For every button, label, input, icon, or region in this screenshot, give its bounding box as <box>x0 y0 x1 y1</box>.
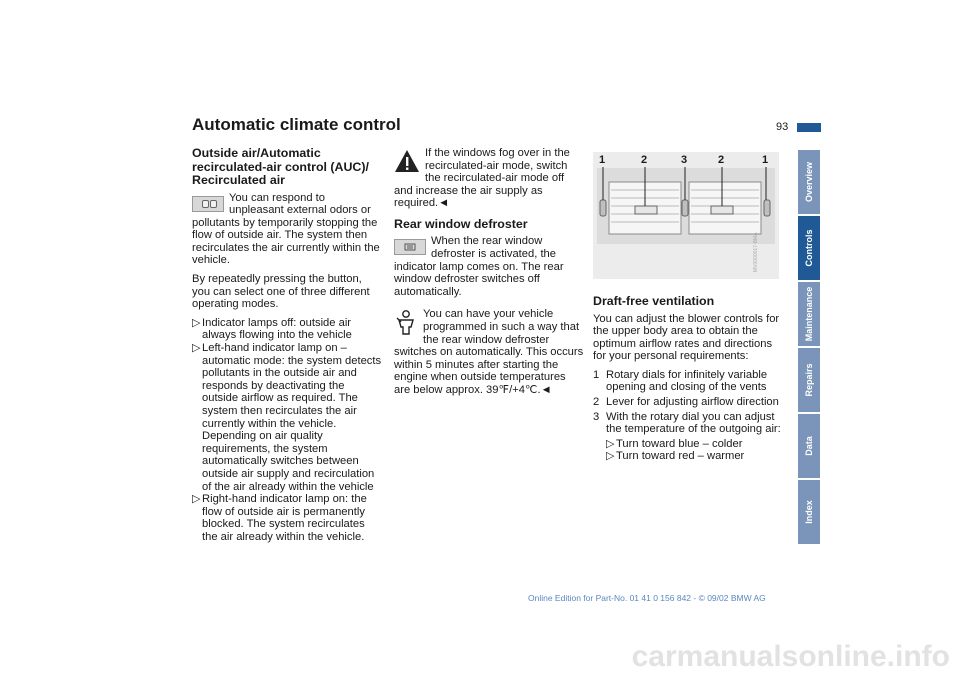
page-number: 93 <box>776 121 789 133</box>
bullet-icon: ▷ <box>606 450 615 463</box>
warning-note: If the windows fog over in the recirculated-air mode, switch the recirculated-air mode off and increase the air supply as required.◄ <box>394 147 570 210</box>
column-2 <box>394 147 584 403</box>
tab-maintenance[interactable]: Maintenance <box>798 282 820 346</box>
page-marker <box>797 123 821 132</box>
bullet-icon: ▷ <box>192 316 201 329</box>
warning-icon <box>394 148 420 174</box>
service-technician-icon <box>394 309 418 335</box>
tab-controls[interactable]: Controls <box>798 216 820 280</box>
numbered-item: 2 Lever for adjusting airflow direction <box>593 396 779 409</box>
figure-label: 1 <box>762 154 769 166</box>
rear-defroster-button-icon <box>394 239 426 255</box>
column-3 <box>593 295 785 463</box>
bullet-icon: ▷ <box>192 493 201 506</box>
bullet-icon: ▷ <box>606 437 615 450</box>
tab-index[interactable]: Index <box>798 480 820 544</box>
numbered-item: 3 With the rotary dial you can adjust the temperature of the outgoing air: <box>593 410 781 436</box>
column-1 <box>192 147 382 544</box>
section-heading-ventilation: Draft-free ventilation <box>593 294 715 308</box>
figure-label: 3 <box>681 154 688 166</box>
section-heading-defroster: Rear window defroster <box>394 216 528 231</box>
list-item: ▷ Right-hand indicator lamp on: the flow of outside air is permanently blocked. The system recirculates the air already within the vehicle. <box>192 493 367 543</box>
paragraph: You can respond to unpleasant external odors or pollutants by temporarily stopping the flow of outside air. The system then recirculates the air currently within the vehicle. <box>192 191 380 267</box>
figure-code: MV0000017-BMA <box>753 232 759 272</box>
vent-diagram <box>593 152 779 279</box>
paragraph: You can adjust the blower controls for the upper body area to obtain the optimum airflow rates and directions for your personal requirements: <box>593 312 780 363</box>
footer-note: Online Edition for Part-No. 01 41 0 156 842 - © 09/02 BMW AG <box>528 593 766 603</box>
sub-item: ▷ Turn toward red – warmer <box>606 450 745 463</box>
list-item: ▷ Indicator lamps off: outside air always flowing into the vehicle <box>192 316 352 342</box>
bullet-icon: ▷ <box>192 342 201 355</box>
page-title: Automatic climate control <box>192 115 401 134</box>
sub-item: ▷ Turn toward blue – colder <box>606 437 743 450</box>
recirculation-button-icon <box>192 196 224 212</box>
numbered-item: 1 Rotary dials for infinitely variable opening and closing of the vents <box>593 368 768 394</box>
paragraph: By repeatedly pressing the button, you can select one of three different operating modes. <box>192 273 370 311</box>
watermark: carmanualsonline.info <box>0 640 960 678</box>
figure-label: 2 <box>641 154 648 166</box>
tab-overview[interactable]: Overview <box>798 150 820 214</box>
right-vent-grille <box>689 182 761 234</box>
tab-repairs[interactable]: Repairs <box>798 348 820 412</box>
list-item: ▷ Left-hand indicator lamp on – automatic mode: the system detects pollutants in the outside air and responds by deactivating the outside airflow as required. The system then recirculates the air currently within the vehicle. Depending on air quality requirements, the system automatically switches between outside air supply and recirculation of the air already within the vehicle <box>192 342 382 493</box>
section-heading-air: Outside air/Automatic recirculated-air control (AUC)/ Recirculated air <box>192 146 369 187</box>
chapter-tabs <box>798 150 820 546</box>
paragraph: When the rear window defroster is activated, the indicator lamp comes on. The rear window defroster switches off automatically. <box>394 235 564 298</box>
figure-label: 1 <box>599 154 606 166</box>
paragraph: You can have your vehicle programmed in such a way that the rear window defroster switches on automatically. This occurs within 5 minutes after starting the engine when outside temperatures are below approx. 39℉/+4℃.◄ <box>394 308 584 396</box>
tab-data[interactable]: Data <box>798 414 820 478</box>
figure-label: 2 <box>718 154 725 166</box>
